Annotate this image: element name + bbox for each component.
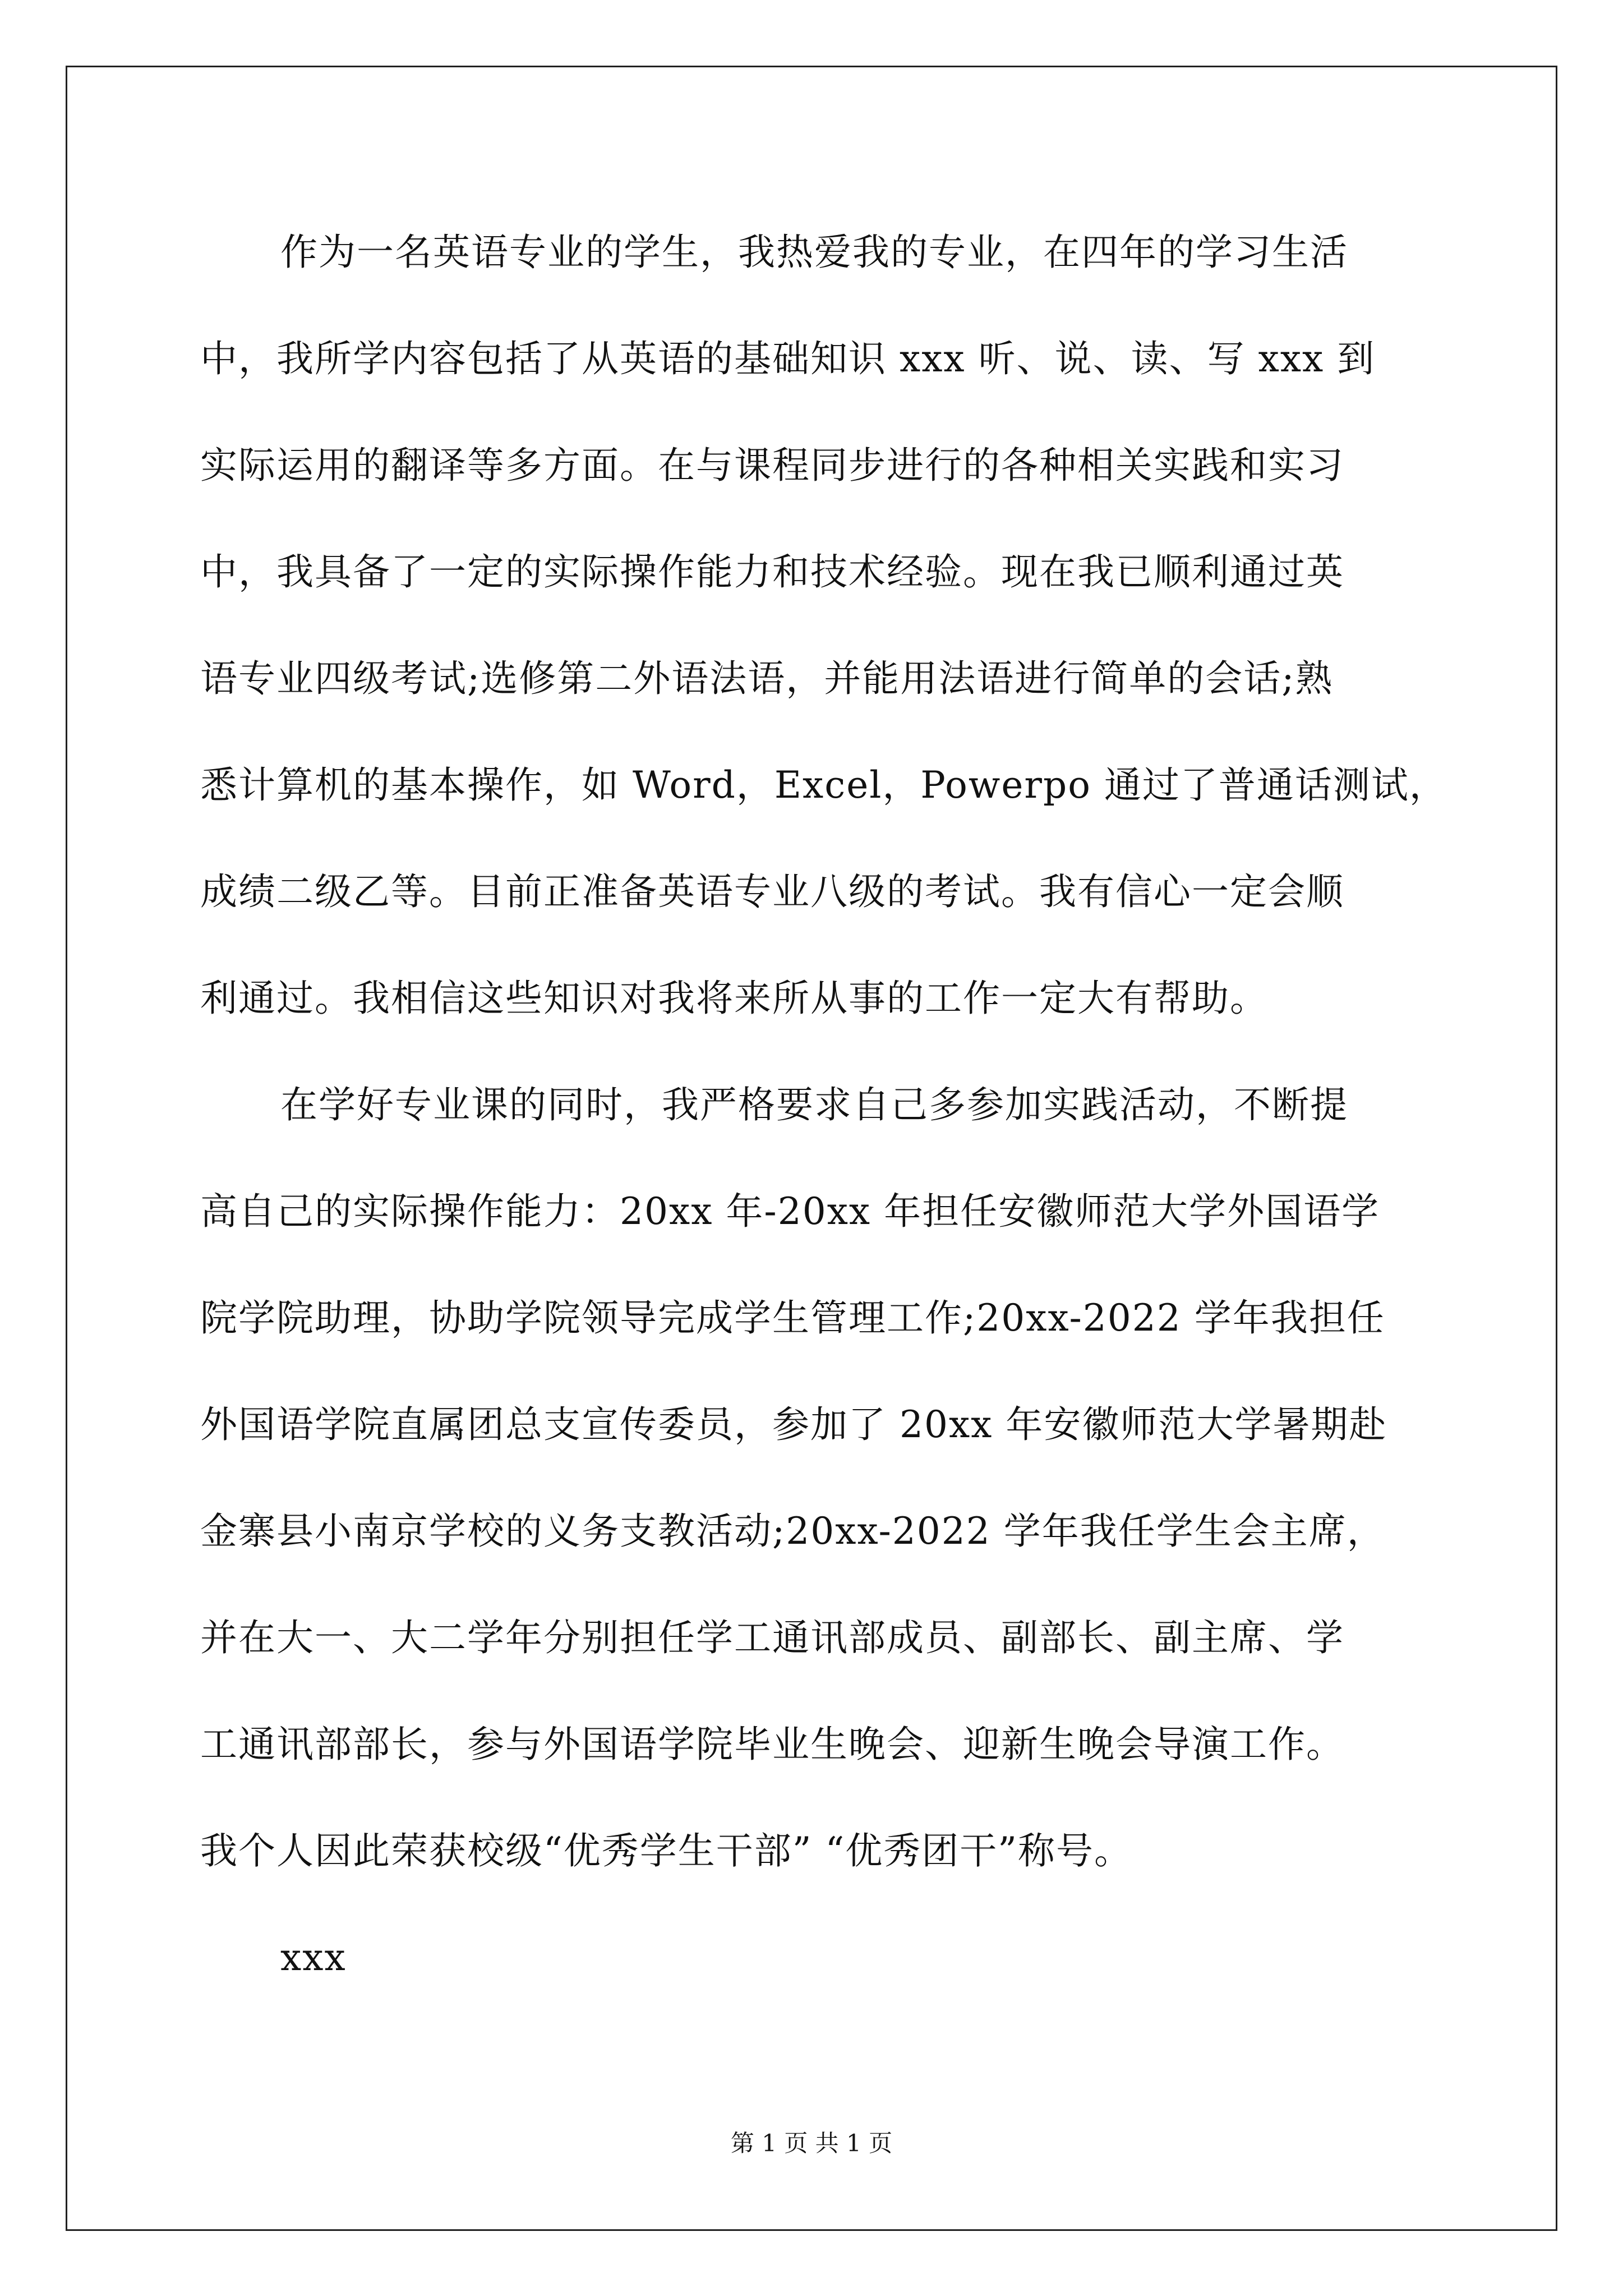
paragraph-1-line-8: 利通过。我相信这些知识对我将来所从事的工作一定大有帮助。 — [200, 977, 1268, 1020]
paragraph-1-line-7: 成绩二级乙等。目前正准备英语专业八级的考试。我有信心一定会顺 — [200, 870, 1344, 913]
paragraph-2-line-1: 在学好专业课的同时，我严格要求自己多参加实践活动，不断提 — [280, 1083, 1348, 1126]
paragraph-2-line-7: 工通讯部部长，参与外国语学院毕业生晚会、迎新生晚会导演工作。 — [200, 1723, 1344, 1766]
closing-line: xxx — [280, 1936, 347, 1979]
paragraph-2-line-6: 并在大一、大二学年分别担任学工通讯部成员、副部长、副主席、学 — [200, 1616, 1344, 1659]
paragraph-1-line-3: 实际运用的翻译等多方面。在与课程同步进行的各种相关实践和实习 — [200, 444, 1344, 487]
paragraph-2-line-3: 院学院助理，协助学院领导完成学生管理工作;20xx-2022 学年我担任 — [200, 1296, 1385, 1340]
paragraph-2-line-2: 高自己的实际操作能力：20xx 年-20xx 年担任安徽师范大学外国语学 — [200, 1190, 1380, 1233]
paragraph-1-line-1: 作为一名英语专业的学生，我热爱我的专业，在四年的学习生活 — [280, 231, 1348, 274]
page-number-footer: 第 1 页 共 1 页 — [730, 2129, 893, 2157]
paragraph-1-line-2: 中，我所学内容包括了从英语的基础知识 xxx 听、说、读、写 xxx 到 — [200, 337, 1376, 380]
page-border — [66, 66, 1557, 2231]
paragraph-1-line-6: 悉计算机的基本操作，如 Word，Excel，Powerpo 通过了普通话测试， — [200, 763, 1447, 807]
paragraph-2-line-8: 我个人因此荣获校级“优秀学生干部” “优秀团干”称号。 — [200, 1829, 1132, 1872]
paragraph-1-line-4: 中，我具备了一定的实际操作能力和技术经验。现在我已顺利通过英 — [200, 550, 1344, 593]
paragraph-2-line-5: 金寨县小南京学校的义务支教活动;20xx-2022 学年我任学生会主席， — [200, 1510, 1385, 1553]
paragraph-2-line-4: 外国语学院直属团总支宣传委员，参加了 20xx 年安徽师范大学暑期赴 — [200, 1403, 1387, 1446]
paragraph-1-line-5: 语专业四级考试;选修第二外语法语，并能用法语进行简单的会话;熟 — [200, 657, 1334, 700]
